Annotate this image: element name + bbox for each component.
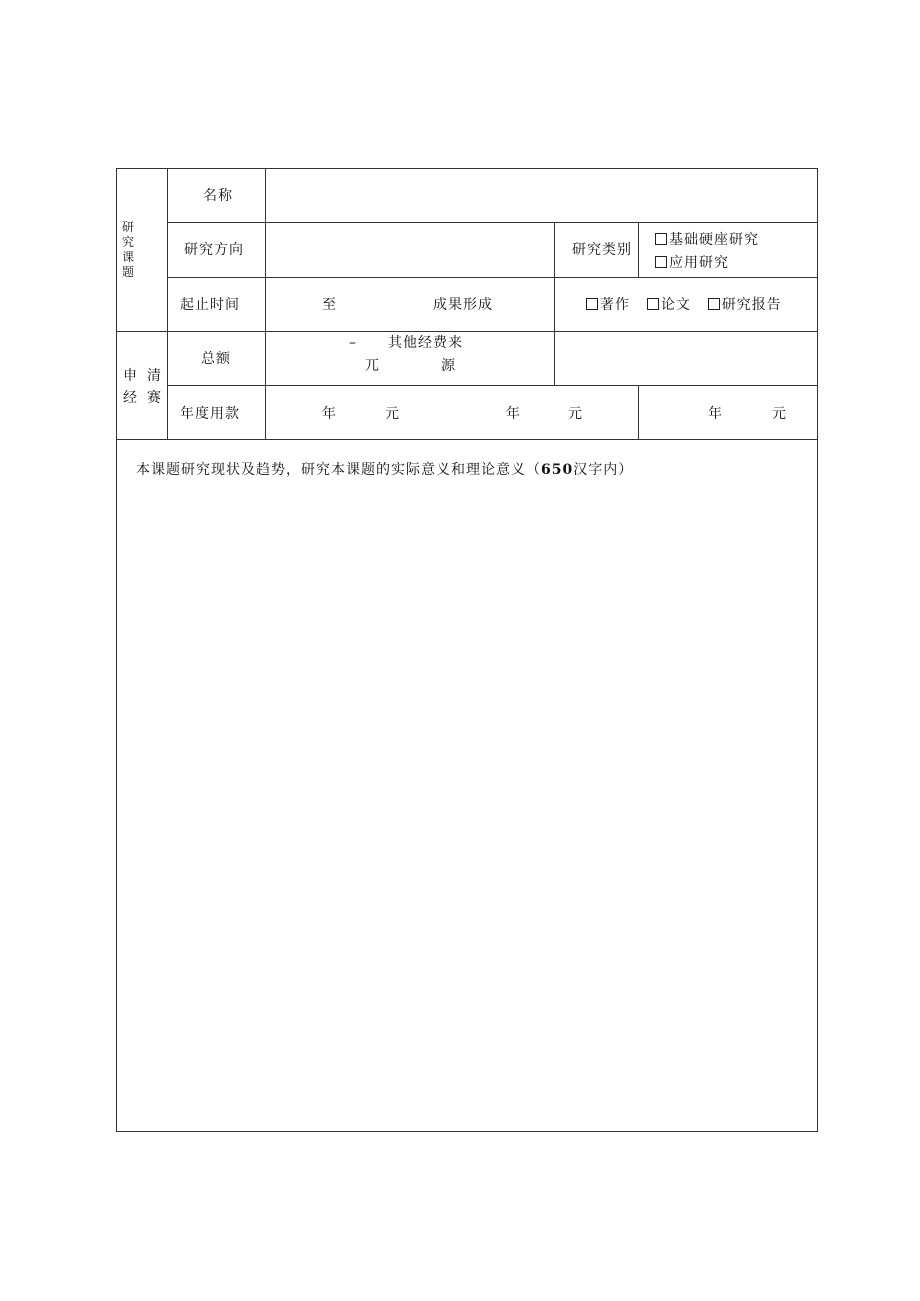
- checkbox[interactable]: [655, 233, 667, 245]
- checkbox[interactable]: [586, 298, 598, 310]
- funding-section-label-line1: 申清: [123, 368, 171, 384]
- year-unit: 年: [708, 406, 723, 422]
- total-dash: –: [349, 335, 357, 351]
- yuan-unit: 元: [385, 406, 400, 422]
- other-source-field[interactable]: [562, 350, 807, 368]
- period-to: 至: [322, 297, 337, 313]
- yuan-unit: 元: [772, 406, 787, 422]
- significance-prompt: [136, 461, 633, 479]
- col-divider: [265, 169, 266, 439]
- prompt-text: 汉字内）: [573, 462, 634, 478]
- direction-field[interactable]: [277, 241, 542, 259]
- prompt-text: 本课题研究现状及趋势，研究本课题的实际意义和理论意义（: [136, 462, 541, 478]
- col-divider: [638, 222, 639, 277]
- checkbox[interactable]: [708, 298, 720, 310]
- funding-section-label-line2: 经赛: [123, 390, 171, 406]
- application-form-table: [116, 168, 818, 1132]
- total-unit: 兀: [365, 358, 380, 374]
- outcome-option-paper: 论文: [660, 297, 691, 313]
- col-divider: [554, 222, 555, 385]
- category-option-basic[interactable]: [655, 231, 759, 249]
- direction-label: 研究方向: [184, 242, 244, 258]
- annual-label: 年度用款: [180, 406, 240, 422]
- name-label: 名称: [203, 188, 233, 204]
- checkbox[interactable]: [647, 298, 659, 310]
- year-unit: 年: [322, 406, 337, 422]
- outcome-option-book: 著作: [600, 297, 630, 313]
- period-label: 起止时间: [180, 297, 240, 313]
- outcome-option-report: 研究报告: [721, 297, 782, 313]
- other-source-label-line2: 源: [441, 358, 456, 374]
- yuan-unit: 元: [568, 406, 583, 422]
- outcome-options: [586, 296, 782, 314]
- category-option-label: 应用研究: [669, 255, 729, 271]
- col-divider: [638, 385, 639, 439]
- significance-content-area[interactable]: [127, 489, 807, 1119]
- checkbox[interactable]: [655, 256, 667, 268]
- other-source-label-line1: 其他经费来: [388, 335, 463, 351]
- row-divider: [117, 331, 818, 332]
- year-unit: 年: [506, 406, 521, 422]
- category-option-applied[interactable]: [655, 254, 729, 272]
- total-label: 总额: [201, 351, 231, 367]
- name-field[interactable]: [277, 187, 807, 205]
- category-option-label: 基础硬座研究: [669, 232, 759, 248]
- prompt-count: 650: [541, 462, 574, 478]
- topic-section-label: 研究课题: [121, 220, 134, 279]
- category-label: 研究类别: [572, 242, 632, 258]
- row-divider: [117, 439, 818, 440]
- outcome-label: 成果形成: [433, 297, 493, 313]
